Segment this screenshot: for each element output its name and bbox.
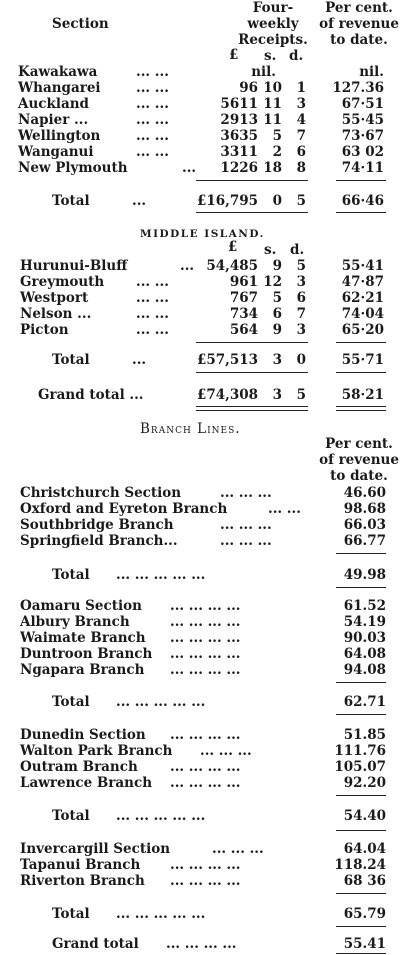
row-pounds: 2913 xyxy=(220,112,258,128)
row-name: Picton xyxy=(20,322,69,338)
north-total-underline-pct xyxy=(336,212,386,213)
header-section: Section xyxy=(52,16,109,32)
north-total-rule xyxy=(196,180,308,181)
item-dots: ... ... ... ... xyxy=(170,759,241,775)
group-total-rule xyxy=(336,893,386,894)
branch-grand-total-underline xyxy=(336,953,386,954)
item-name: Outram Branch xyxy=(20,759,138,775)
branch-grand-total-percent: 55.41 xyxy=(343,936,386,952)
group-total-underline xyxy=(336,926,386,927)
branch-percent-2: of revenue xyxy=(319,452,399,468)
row-name: Auckland xyxy=(18,96,89,112)
row-percent: 73·67 xyxy=(341,128,384,144)
item-percent: 92.20 xyxy=(343,775,386,791)
row-pence: 4 xyxy=(296,112,306,128)
total-shillings: 3 xyxy=(272,352,282,368)
total-percent: 65.79 xyxy=(343,906,386,922)
item-dots: ... ... ... xyxy=(200,743,252,759)
north-total-underline xyxy=(196,212,308,213)
row-pounds: 564 xyxy=(229,322,258,338)
row-shillings: 10 xyxy=(263,80,282,96)
item-dots: ... ... ... ... xyxy=(170,727,241,743)
group-total-underline xyxy=(336,714,386,715)
row-name: Hurunui-Bluff xyxy=(20,258,128,274)
item-dots: ... ... ... ... xyxy=(170,775,241,791)
item-name: Duntroon Branch xyxy=(20,646,153,662)
grand-total-double-rule xyxy=(196,406,308,411)
group-total-rule xyxy=(336,682,386,683)
item-percent: 90.03 xyxy=(343,630,386,646)
row-pounds: 96 xyxy=(239,80,258,96)
item-dots: ... ... ... ... xyxy=(170,857,241,873)
item-percent: 111.76 xyxy=(334,743,386,759)
item-dots: ... ... ... xyxy=(212,841,264,857)
row-name: Wanganui xyxy=(18,144,94,160)
middle-total-rule xyxy=(196,342,308,343)
item-name: Springfield Branch... xyxy=(20,533,178,549)
row-name: Greymouth xyxy=(20,274,105,290)
item-dots: ... ... ... ... xyxy=(170,662,241,678)
grand-total-pounds: £74,308 xyxy=(196,387,258,403)
grand-total-shillings: 3 xyxy=(272,387,282,403)
middle-pence: d. xyxy=(290,242,305,258)
total-shillings: 0 xyxy=(272,193,282,209)
total-pounds: £57,513 xyxy=(196,352,258,368)
row-pounds: 1226 xyxy=(220,160,258,176)
total-label: Total xyxy=(52,193,90,209)
row-name: New Plymouth xyxy=(18,160,128,176)
row-dots: ... ... xyxy=(136,144,169,160)
row-pence: 5 xyxy=(296,258,306,274)
row-dots: ... xyxy=(180,258,195,274)
row-pence: 3 xyxy=(296,274,306,290)
row-name: Westport xyxy=(20,290,89,306)
header-percent-3: to date. xyxy=(330,32,388,48)
group-total-underline xyxy=(336,830,386,831)
row-shillings: 5 xyxy=(272,290,282,306)
item-percent: 105.07 xyxy=(334,759,386,775)
middle-total-rule-pct xyxy=(336,342,386,343)
row-pounds: 734 xyxy=(229,306,258,322)
grand-total-label: Grand total ... xyxy=(38,387,144,403)
item-percent: 66.77 xyxy=(343,533,386,549)
item-percent: 94.08 xyxy=(343,662,386,678)
grand-total-double-rule-pct xyxy=(336,406,386,411)
row-dots: ... ... xyxy=(136,128,169,144)
total-label: Total xyxy=(52,567,90,583)
total-percent: 62.71 xyxy=(343,694,386,710)
item-dots: ... ... ... xyxy=(220,517,272,533)
row-dots: ... ... xyxy=(136,290,169,306)
item-dots: ... ... ... xyxy=(220,485,272,501)
item-percent: 98.68 xyxy=(343,501,386,517)
middle-pound-sign: £ xyxy=(228,239,238,255)
row-percent: 67·51 xyxy=(341,96,384,112)
header-receipts-1: Four- xyxy=(252,0,294,16)
grand-total-percent: 58·21 xyxy=(341,387,384,403)
item-name: Albury Branch xyxy=(20,614,130,630)
row-name: Nelson ... xyxy=(20,306,92,322)
row-dots: ... xyxy=(182,160,197,176)
row-name: Whangarei xyxy=(18,80,101,96)
row-pence: 3 xyxy=(296,96,306,112)
item-dots: ... ... xyxy=(268,501,301,517)
item-dots: ... ... ... ... xyxy=(170,873,241,889)
item-name: Lawrence Branch xyxy=(20,775,153,791)
total-percent: 55·71 xyxy=(341,352,384,368)
item-name: Invercargill Section xyxy=(20,841,171,857)
item-percent: 68 36 xyxy=(343,873,386,889)
total-label: Total xyxy=(52,694,90,710)
item-name: Christchurch Section xyxy=(20,485,182,501)
item-name: Oxford and Eyreton Branch xyxy=(20,501,228,517)
item-name: Riverton Branch xyxy=(20,873,145,889)
row-percent: 63 02 xyxy=(341,144,384,160)
row-shillings: 11 xyxy=(263,112,282,128)
row-pounds: 3635 xyxy=(220,128,258,144)
header-pound-sign: £ xyxy=(229,47,239,63)
total-dots: ... xyxy=(132,352,147,368)
group-total-rule xyxy=(336,795,386,796)
total-label: Total xyxy=(52,352,90,368)
row-pounds: 54,485 xyxy=(206,258,258,274)
row-pence: 6 xyxy=(296,290,306,306)
row-percent: 127.36 xyxy=(332,80,384,96)
row-percent: nil. xyxy=(359,64,384,80)
total-dots: ... ... ... ... ... xyxy=(116,808,206,824)
total-percent: 66·46 xyxy=(341,193,384,209)
total-label: Total xyxy=(52,906,90,922)
row-pence: 8 xyxy=(296,160,306,176)
branch-grand-total-label: Grand total xyxy=(52,936,139,952)
row-percent: 65·20 xyxy=(341,322,384,338)
item-dots: ... ... ... ... xyxy=(170,614,241,630)
north-total-rule-pct xyxy=(336,180,386,181)
row-pence: 7 xyxy=(296,306,306,322)
row-dots: ... ... xyxy=(136,96,169,112)
item-percent: 61.52 xyxy=(343,598,386,614)
row-pounds: 767 xyxy=(229,290,258,306)
item-percent: 64.08 xyxy=(343,646,386,662)
header-percent-2: of revenue xyxy=(319,16,399,32)
grand-total-pence: 5 xyxy=(296,387,306,403)
row-shillings: 9 xyxy=(272,322,282,338)
header-shillings: s. xyxy=(264,48,277,64)
row-pounds: 3311 xyxy=(220,144,258,160)
header-receipts-2: weekly xyxy=(247,16,299,32)
row-pence: 3 xyxy=(296,322,306,338)
row-pence: 7 xyxy=(296,128,306,144)
row-shillings: 6 xyxy=(272,306,282,322)
branch-lines-heading: Branch Lines. xyxy=(140,421,241,437)
row-shillings: 2 xyxy=(272,144,282,160)
header-pence: d. xyxy=(289,48,304,64)
total-pence: 0 xyxy=(296,352,306,368)
row-shillings: 9 xyxy=(272,258,282,274)
row-dots: ... ... xyxy=(136,80,169,96)
row-percent: 74·04 xyxy=(341,306,384,322)
item-dots: ... ... ... ... xyxy=(170,646,241,662)
total-dots: ... xyxy=(132,193,147,209)
total-dots: ... ... ... ... ... xyxy=(116,567,206,583)
total-label: Total xyxy=(52,808,90,824)
branch-percent-3: to date. xyxy=(330,468,388,484)
item-name: Dunedin Section xyxy=(20,727,146,743)
row-name: Wellington xyxy=(18,128,101,144)
total-dots: ... ... ... ... ... xyxy=(116,906,206,922)
row-dots: ... ... xyxy=(136,306,169,322)
total-pence: 5 xyxy=(296,193,306,209)
row-pence: 1 xyxy=(296,80,306,96)
middle-total-underline xyxy=(196,372,308,373)
total-dots: ... ... ... ... ... xyxy=(116,694,206,710)
item-dots: ... ... ... ... xyxy=(170,630,241,646)
item-dots: ... ... ... xyxy=(220,533,272,549)
total-pounds: £16,795 xyxy=(196,193,258,209)
branch-percent-1: Per cent. xyxy=(325,436,393,452)
row-dots: ... ... xyxy=(136,322,169,338)
group-total-rule xyxy=(336,553,386,554)
item-percent: 51.85 xyxy=(343,727,386,743)
item-name: Oamaru Section xyxy=(20,598,142,614)
item-percent: 64.04 xyxy=(343,841,386,857)
row-dots: ... ... xyxy=(136,64,169,80)
row-shillings: 11 xyxy=(263,96,282,112)
middle-total-underline-pct xyxy=(336,372,386,373)
item-dots: ... ... ... ... xyxy=(170,598,241,614)
item-percent: 66.03 xyxy=(343,517,386,533)
group-total-underline xyxy=(336,587,386,588)
middle-shillings: s. xyxy=(264,242,277,258)
row-shillings: 5 xyxy=(272,128,282,144)
row-pounds: 5611 xyxy=(220,96,258,112)
row-percent: 47·87 xyxy=(341,274,384,290)
row-percent: 62·21 xyxy=(341,290,384,306)
item-name: Southbridge Branch xyxy=(20,517,174,533)
header-receipts-3: Receipts. xyxy=(238,32,308,48)
row-shillings: 18 xyxy=(263,160,282,176)
row-percent: 55·41 xyxy=(341,258,384,274)
middle-island-heading: MIDDLE ISLAND. xyxy=(140,228,265,240)
item-name: Waimate Branch xyxy=(20,630,146,646)
item-name: Walton Park Branch xyxy=(20,743,173,759)
branch-grand-total-dots: ... ... ... ... xyxy=(166,936,237,952)
row-name: Napier ... xyxy=(18,112,89,128)
item-percent: 118.24 xyxy=(334,857,386,873)
row-pounds: nil. xyxy=(251,64,276,80)
item-name: Tapanui Branch xyxy=(20,857,141,873)
row-pence: 6 xyxy=(296,144,306,160)
row-dots: ... ... xyxy=(136,112,169,128)
total-percent: 49.98 xyxy=(343,567,386,583)
header-percent-1: Per cent. xyxy=(325,0,393,16)
row-dots: ... ... xyxy=(136,274,169,290)
total-percent: 54.40 xyxy=(343,808,386,824)
item-percent: 46.60 xyxy=(343,485,386,501)
item-name: Ngapara Branch xyxy=(20,662,145,678)
row-pounds: 961 xyxy=(229,274,258,290)
item-percent: 54.19 xyxy=(343,614,386,630)
row-percent: 74·11 xyxy=(341,160,384,176)
row-name: Kawakawa xyxy=(18,64,98,80)
row-shillings: 12 xyxy=(263,274,282,290)
row-percent: 55·45 xyxy=(341,112,384,128)
